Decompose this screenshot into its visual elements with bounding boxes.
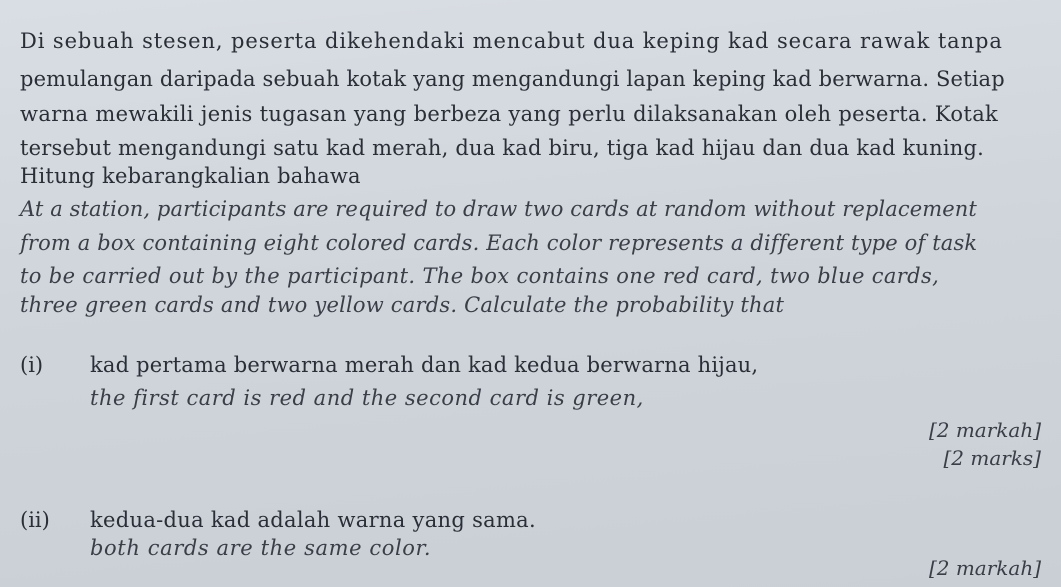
intro-malay-line-3: warna mewakili jenis tugasan yang berbeza yang perlu dilaksanakan oleh peserta. Kotak [20, 102, 999, 126]
intro-malay-line-4: tersebut mengandungi satu kad merah, dua kad biru, tiga kad hijau dan dua kad kuning. [20, 136, 984, 160]
question-i-marks-english [943, 446, 1041, 470]
question-ii-malay: kedua-dua kad adalah warna yang sama. [90, 508, 536, 532]
question-i-marks-english-text: [2 marks] [943, 446, 1041, 470]
intro-english-line-2: from a box containing eight colored cards. Each color represents a different type of task [20, 231, 978, 255]
question-i-marks-malay [929, 418, 1041, 442]
question-ii-english: both cards are the same color. [90, 536, 432, 560]
question-i-malay: kad pertama berwarna merah dan kad kedua berwarna hijau, [90, 353, 759, 377]
intro-malay-line-5: Hitung kebarangkalian bahawa [20, 164, 361, 188]
question-ii-marks-malay-text: [2 markah] [928, 556, 1041, 580]
question-ii-number: (ii) [20, 508, 50, 532]
intro-malay-line-1: Di sebuah stesen, peserta dikehendaki mencabut dua keping kad secara rawak tanpa [20, 29, 1003, 53]
intro-english-line-3: to be carried out by the participant. The box contains one red card, two blue cards, [20, 264, 940, 288]
question-i-english: the first card is red and the second card is green, [90, 386, 644, 410]
question-ii-marks-malay [929, 556, 1041, 580]
intro-english-line-1: At a station, participants are required to draw two cards at random without replacement [20, 197, 977, 221]
question-i-marks-malay-text: [2 markah] [928, 418, 1041, 442]
intro-english-line-4: three green cards and two yellow cards. Calculate the probability that [20, 293, 785, 317]
question-i-number: (i) [20, 353, 44, 377]
intro-malay-line-2: pemulangan daripada sebuah kotak yang mengandungi lapan keping kad berwarna. Setiap [20, 67, 1005, 91]
